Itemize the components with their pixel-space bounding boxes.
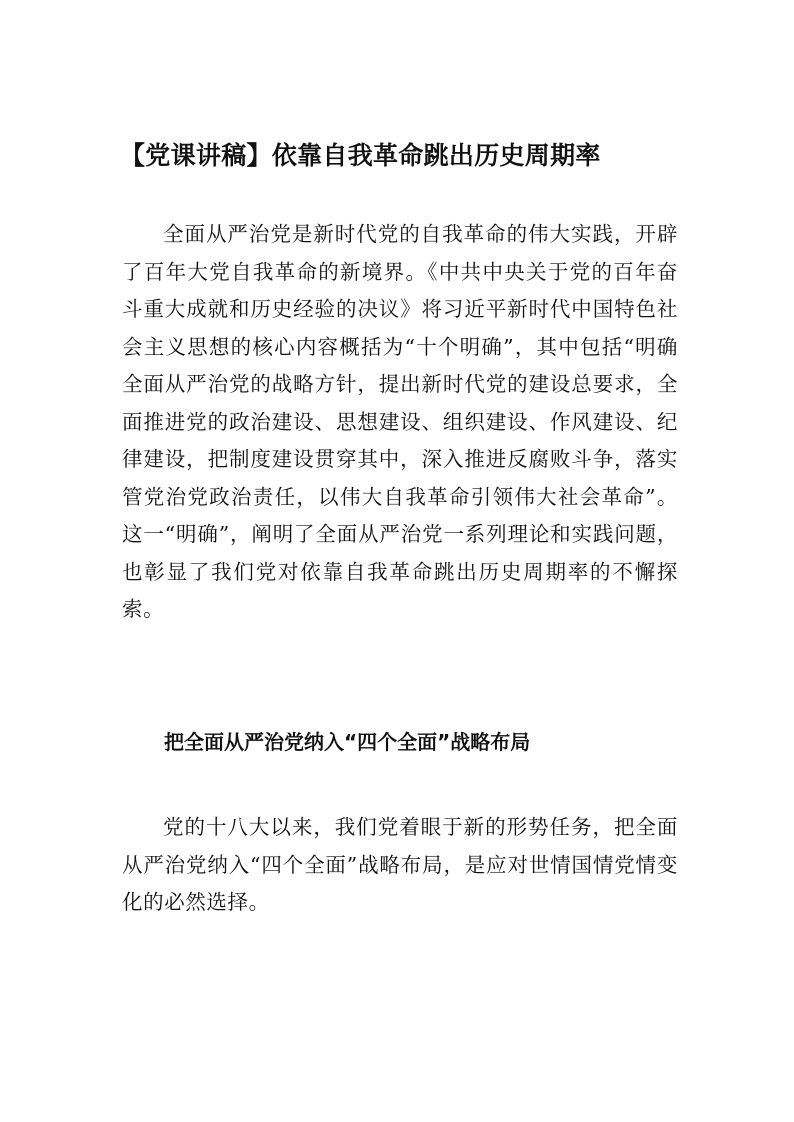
document-title: 【党课讲稿】依靠自我革命跳出历史周期率 — [120, 141, 601, 170]
body-paragraph: 全面从严治党是新时代党的自我革命的伟大实践，开辟了百年大党自我革命的新境界。《中共中央关于党的百年奋斗重大成就和历史经验的决议》将习近平新时代中国特色社会主义思想的核心内容概括为“十个明确”，其中包括“明确全面从严治党的战略方针，提出新时代党的建设总要求，全面推进党的政治建设、思想建设、组织建设、作风建设、纪律建设，把制度建设贯穿其中，深入推进反腐败斗争，落实管党治党政治责任，以伟大自我革命引领伟大社会革命”。这一“明确”，阐明了全面从严治党一系列理论和实践问题，也彰显了我们党对依靠自我革命跳出历史周期率的不懈探索。 — [122, 222, 678, 621]
section-heading: 把全面从严治党纳入“四个全面”战略布局 — [164, 730, 531, 754]
body-paragraph: 党的十八大以来，我们党着眼于新的形势任务，把全面从严治党纳入“四个全面”战略布局，是应对世情国情党情变化的必然选择。 — [122, 815, 678, 914]
